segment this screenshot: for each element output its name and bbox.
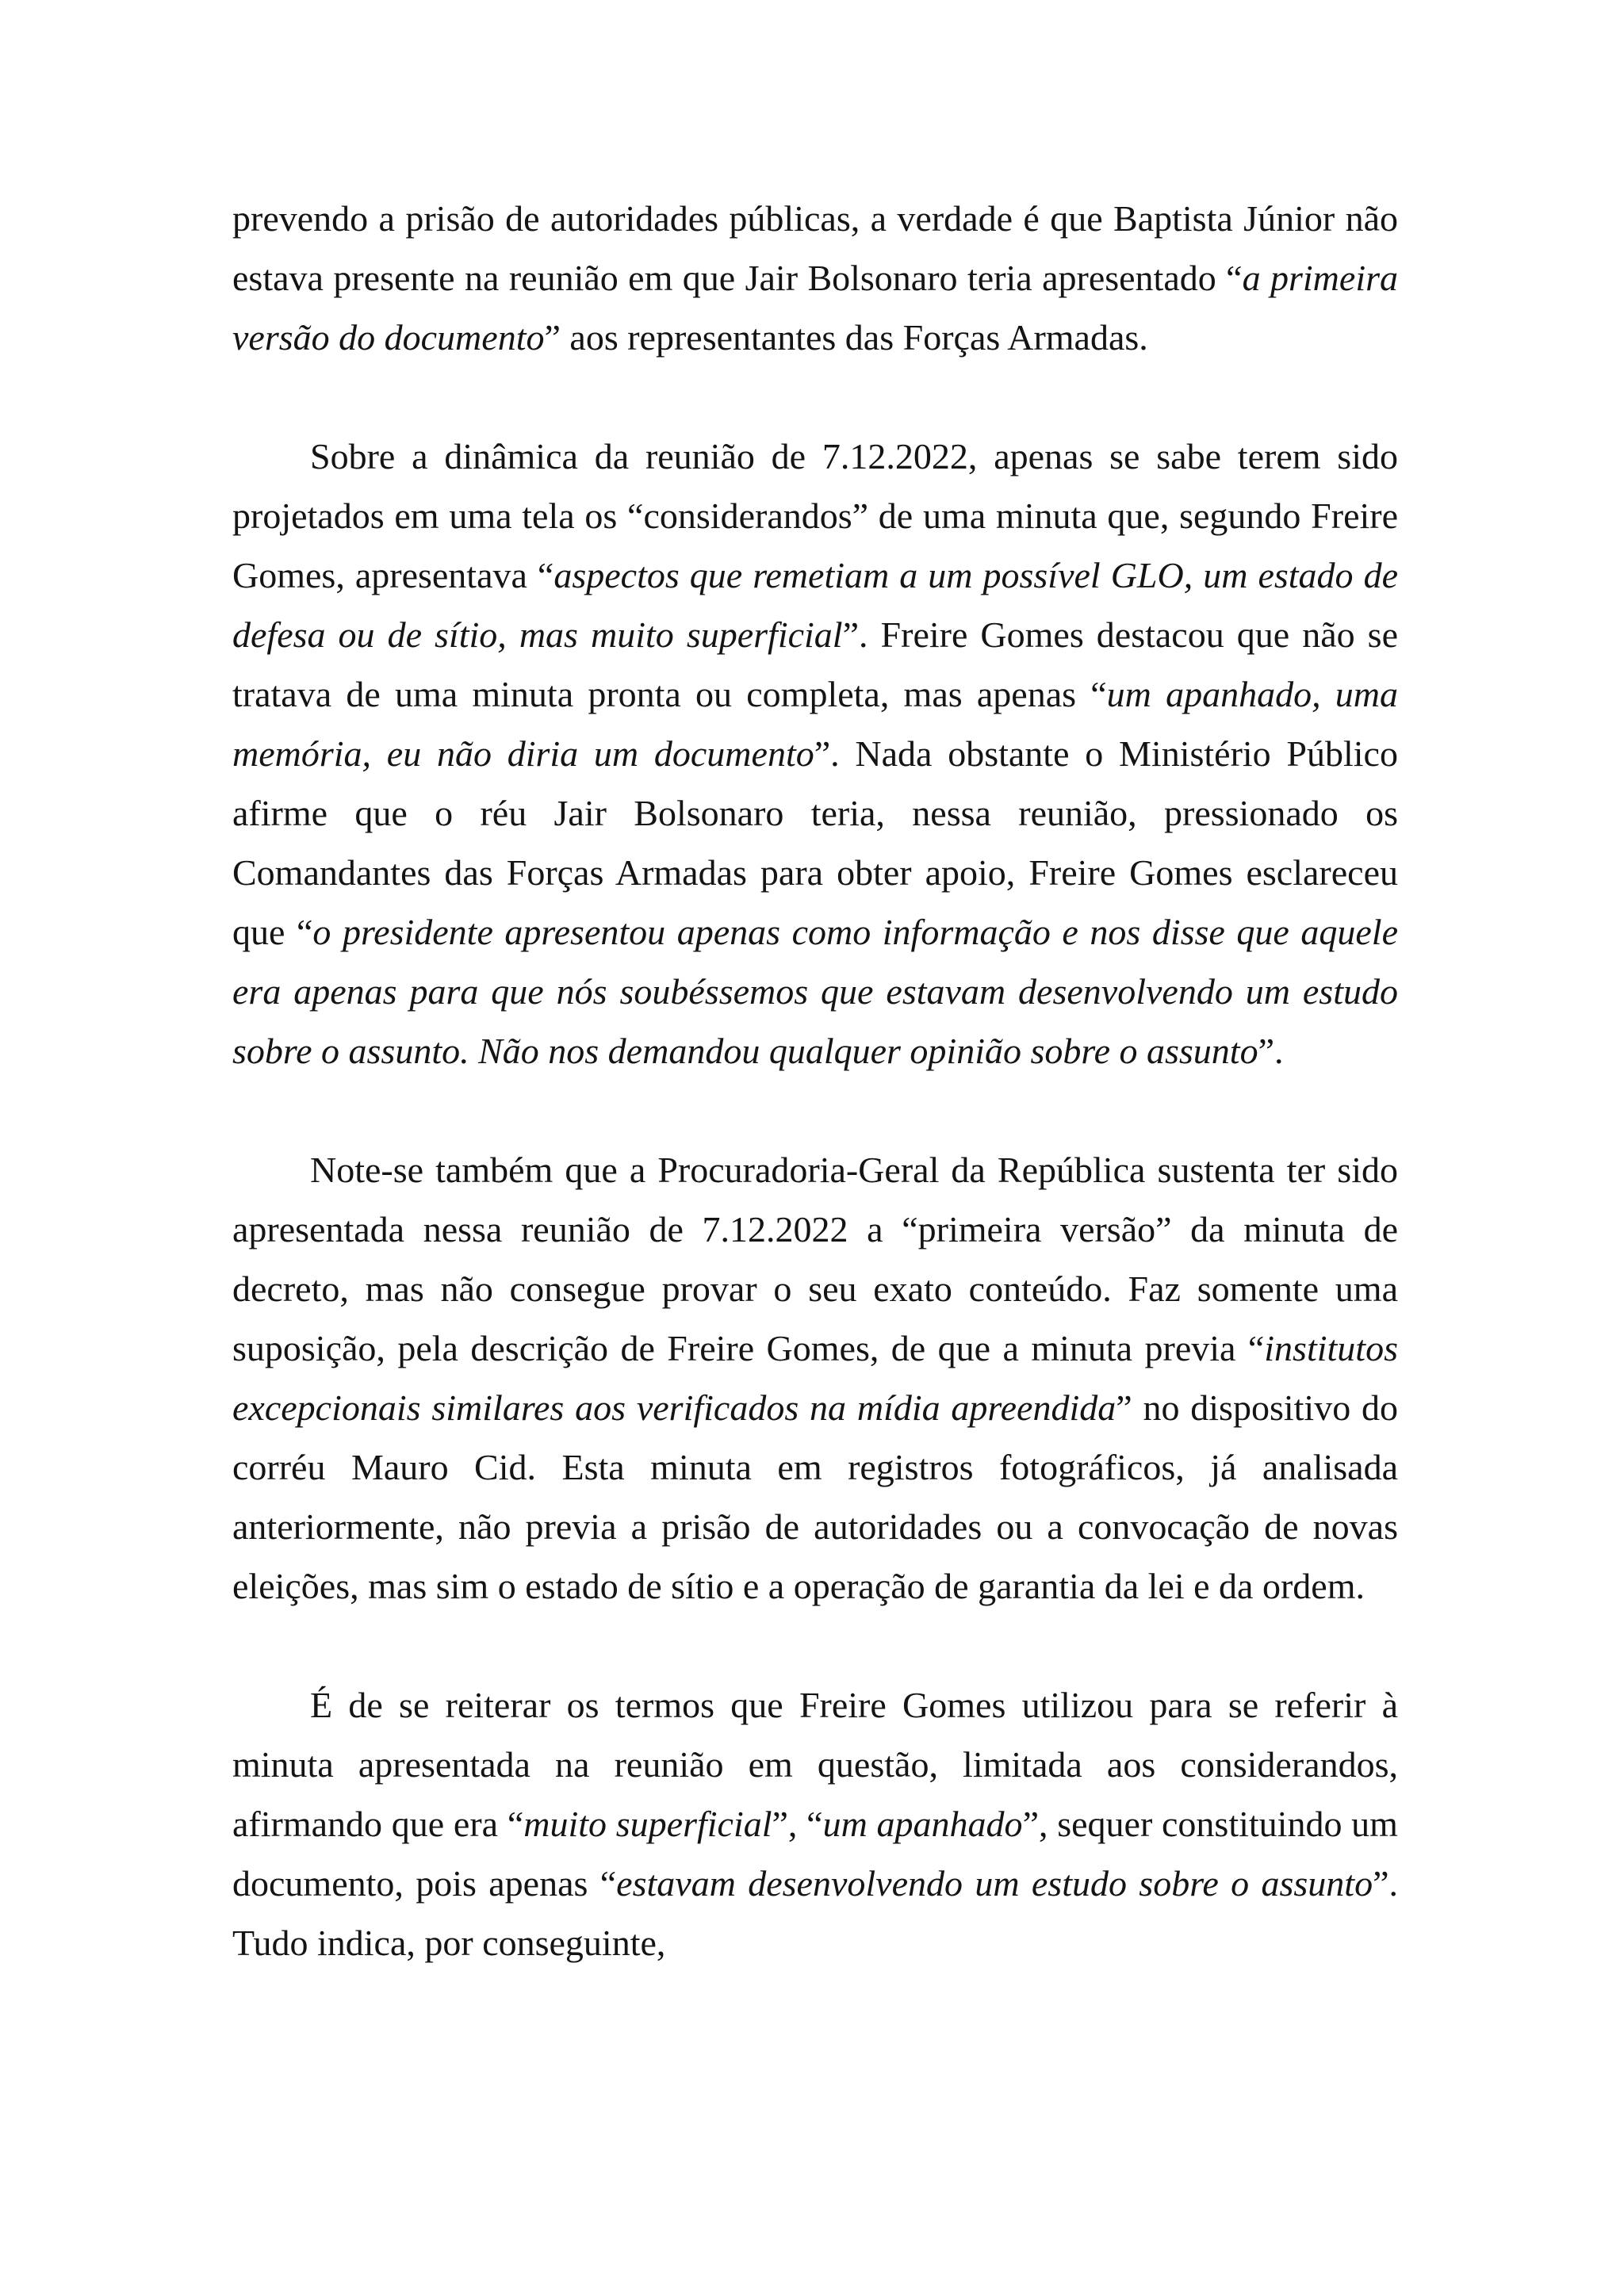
paragraph-4-quote-3: estavam desenvolvendo um estudo sobre o assunto <box>616 1863 1373 1904</box>
paragraph-4 <box>232 1675 1398 1973</box>
paragraph-4-quote-1: muito superficial <box>523 1804 772 1844</box>
paragraph-4-text-4: ”. Tudo indica, por conseguinte, <box>232 1863 1398 1963</box>
paragraph-3 <box>232 1140 1398 1616</box>
paragraph-4-quote-2: um apanhado <box>822 1804 1023 1844</box>
paragraph-1-text-2: ” aos representantes das Forças Armadas. <box>544 317 1148 358</box>
paragraph-4-text-3: ”, sequer constituindo um documento, pois apenas “ <box>232 1804 1398 1904</box>
paragraph-1 <box>232 189 1398 367</box>
paragraph-3-text-2: ” no dispositivo do corréu Mauro Cid. Esta minuta em registros fotográficos, já analisada anteriormente, não previa a prisão de autoridades ou a convocação de novas eleições, mas sim o estado de sítio e a operação de garantia da lei e da ordem. <box>232 1387 1399 1606</box>
paragraph-1-quote-1: a primeira versão do documento <box>232 258 1399 358</box>
paragraph-4-text-1: É de se reiterar os termos que Freire Gomes utilizou para se referir à minuta apresentada na reunião em questão, limitada aos considerandos, afirmando que era “ <box>232 1685 1398 1844</box>
paragraph-2-text-1: Sobre a dinâmica da reunião de 7.12.2022, apenas se sabe terem sido projetados em uma tela os “considerandos” de uma minuta que, segundo Freire Gomes, apresentava “ <box>232 436 1398 595</box>
paragraph-2-quote-1: aspectos que remetiam a um possível GLO, um estado de defesa ou de sítio, mas muito superficial <box>232 555 1398 655</box>
paragraph-4-text-2: ”, “ <box>772 1804 823 1844</box>
paragraph-3-text-1: Note-se também que a Procuradoria-Geral da República sustenta ter sido apresentada nessa reunião de 7.12.2022 a “primeira versão” da minuta de decreto, mas não consegue provar o seu exato conteúdo. Faz somente uma suposição, pela descrição de Freire Gomes, de que a minuta previa “ <box>232 1150 1398 1368</box>
paragraph-3-quote-1: institutos excepcionais similares aos verificados na mídia apreendida <box>232 1328 1398 1428</box>
paragraph-2-text-3: ”. Nada obstante o Ministério Público afirme que o réu Jair Bolsonaro teria, nessa reunião, pressionado os Comandantes das Forças Armadas para obter apoio, Freire Gomes esclareceu que “ <box>232 733 1398 952</box>
paragraph-2-text-4: ”. <box>1258 1031 1284 1071</box>
paragraph-2 <box>232 427 1398 1081</box>
paragraph-1-text-1: prevendo a prisão de autoridades públicas, a verdade é que Baptista Júnior não estava presente na reunião em que Jair Bolsonaro teria apresentado “ <box>232 198 1398 298</box>
document-body <box>232 189 1398 1973</box>
paragraph-2-quote-3: o presidente apresentou apenas como informação e nos disse que aquele era apenas para que nós soubéssemos que estavam desenvolvendo um estudo sobre o assunto. Não nos demandou qualquer opinião sobre o assunto <box>232 912 1398 1071</box>
paragraph-2-text-2: ”. Freire Gomes destacou que não se tratava de uma minuta pronta ou completa, mas apenas “ <box>232 614 1398 714</box>
paragraph-2-quote-2: um apanhado, uma memória, eu não diria um documento <box>232 674 1398 774</box>
